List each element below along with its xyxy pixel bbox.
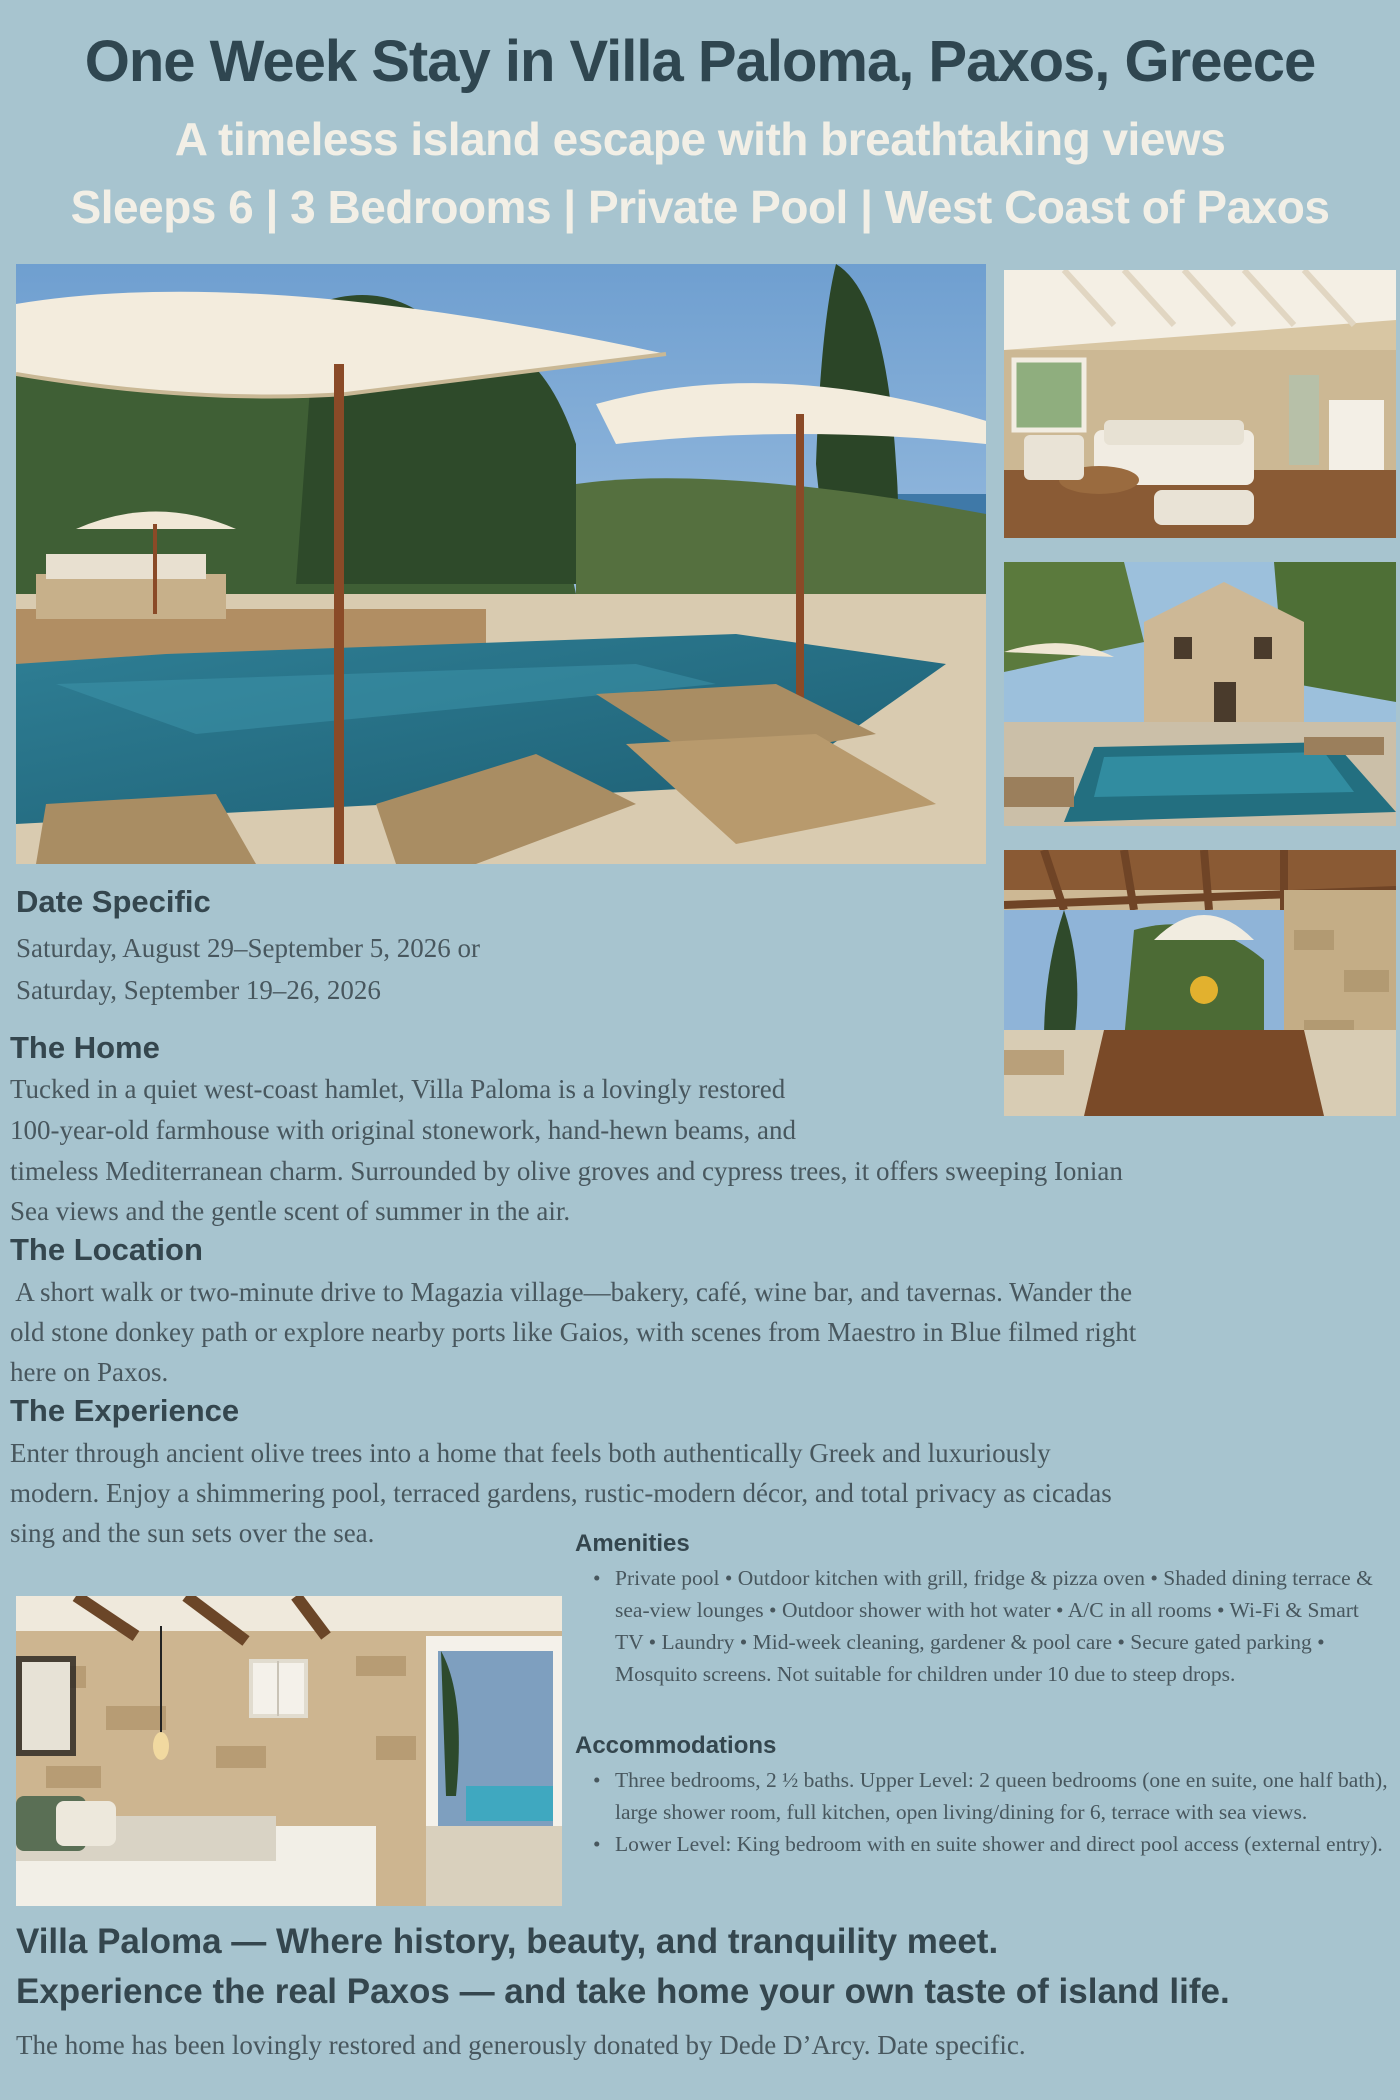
dates-line-1: Saturday, August 29–September 5, 2026 or	[16, 933, 480, 963]
location-heading: The Location	[10, 1232, 203, 1267]
experience-line-1: Enter through ancient olive trees into a home that feels both authentically Greek and luxuriously	[10, 1438, 1051, 1468]
accommodations-heading: Accommodations	[575, 1732, 777, 1759]
photo-house-pool	[1004, 562, 1396, 826]
features-line: Sleeps 6 | 3 Bedrooms | Private Pool | West Coast of Paxos	[70, 181, 1330, 233]
photo-pergola-dining	[1004, 850, 1396, 1116]
donation-note: The home has been lovingly restored and generously donated by Dede D’Arcy. Date specific.	[16, 2030, 1026, 2060]
experience-line-3: sing and the sun sets over the sea.	[10, 1518, 375, 1548]
location-line-3: here on Paxos.	[10, 1357, 169, 1387]
closing-line-2: Experience the real Paxos — and take home your own taste of island life.	[16, 1972, 1230, 2011]
experience-heading: The Experience	[10, 1393, 240, 1428]
page-title: One Week Stay in Villa Paloma, Paxos, Greece	[84, 29, 1316, 94]
dates-heading: Date Specific	[16, 884, 211, 919]
home-line-4: Sea views and the gentle scent of summer in the air.	[10, 1196, 571, 1226]
amenities-item: • Private pool • Outdoor kitchen with grill, fridge & pizza oven • Shaded dining terrace & sea-view lounges • Outdoor shower with hot water • A/C in all rooms • Wi-Fi & Smart TV • Laundry • Mid-week cleaning, gardener & pool care • Secure gated parking • Mosquito screens. Not suitable for children under 10 due to steep drops.	[575, 1562, 1390, 1690]
accommodations-item: • Lower Level: King bedroom with en suite shower and direct pool access (external entry).	[575, 1828, 1390, 1860]
photo-bedroom	[16, 1596, 562, 1906]
home-heading: The Home	[10, 1030, 160, 1065]
home-line-1: Tucked in a quiet west-coast hamlet, Villa Paloma is a lovingly restored	[10, 1074, 786, 1104]
home-line-2: 100-year-old farmhouse with original stonework, hand-hewn beams, and	[10, 1115, 796, 1145]
location-line-1: A short walk or two-minute drive to Magazia village—bakery, café, wine bar, and tavernas. Wander the	[10, 1277, 1133, 1307]
photo-pool-umbrellas	[16, 264, 986, 864]
amenities-heading: Amenities	[575, 1530, 690, 1557]
dates-line-2: Saturday, September 19–26, 2026	[16, 975, 381, 1005]
accommodations-list	[575, 1764, 1390, 1860]
experience-line-2: modern. Enjoy a shimmering pool, terraced gardens, rustic-modern décor, and total privacy as cicadas	[10, 1478, 1112, 1508]
home-line-3: timeless Mediterranean charm. Surrounded by olive groves and cypress trees, it offers sweeping Ionian	[10, 1156, 1123, 1186]
location-line-2: old stone donkey path or explore nearby ports like Gaios, with scenes from Maestro in Blue filmed right	[10, 1317, 1137, 1347]
amenities-list	[575, 1562, 1390, 1690]
page-subtitle: A timeless island escape with breathtaking views	[174, 113, 1226, 165]
photo-living-room	[1004, 270, 1396, 538]
accommodations-item: • Three bedrooms, 2 ½ baths. Upper Level: 2 queen bedrooms (one en suite, one half bath), large shower room, full kitchen, open living/dining for 6, terrace with sea views.	[575, 1764, 1390, 1828]
closing-line-1: Villa Paloma — Where history, beauty, and tranquility meet.	[16, 1922, 999, 1961]
